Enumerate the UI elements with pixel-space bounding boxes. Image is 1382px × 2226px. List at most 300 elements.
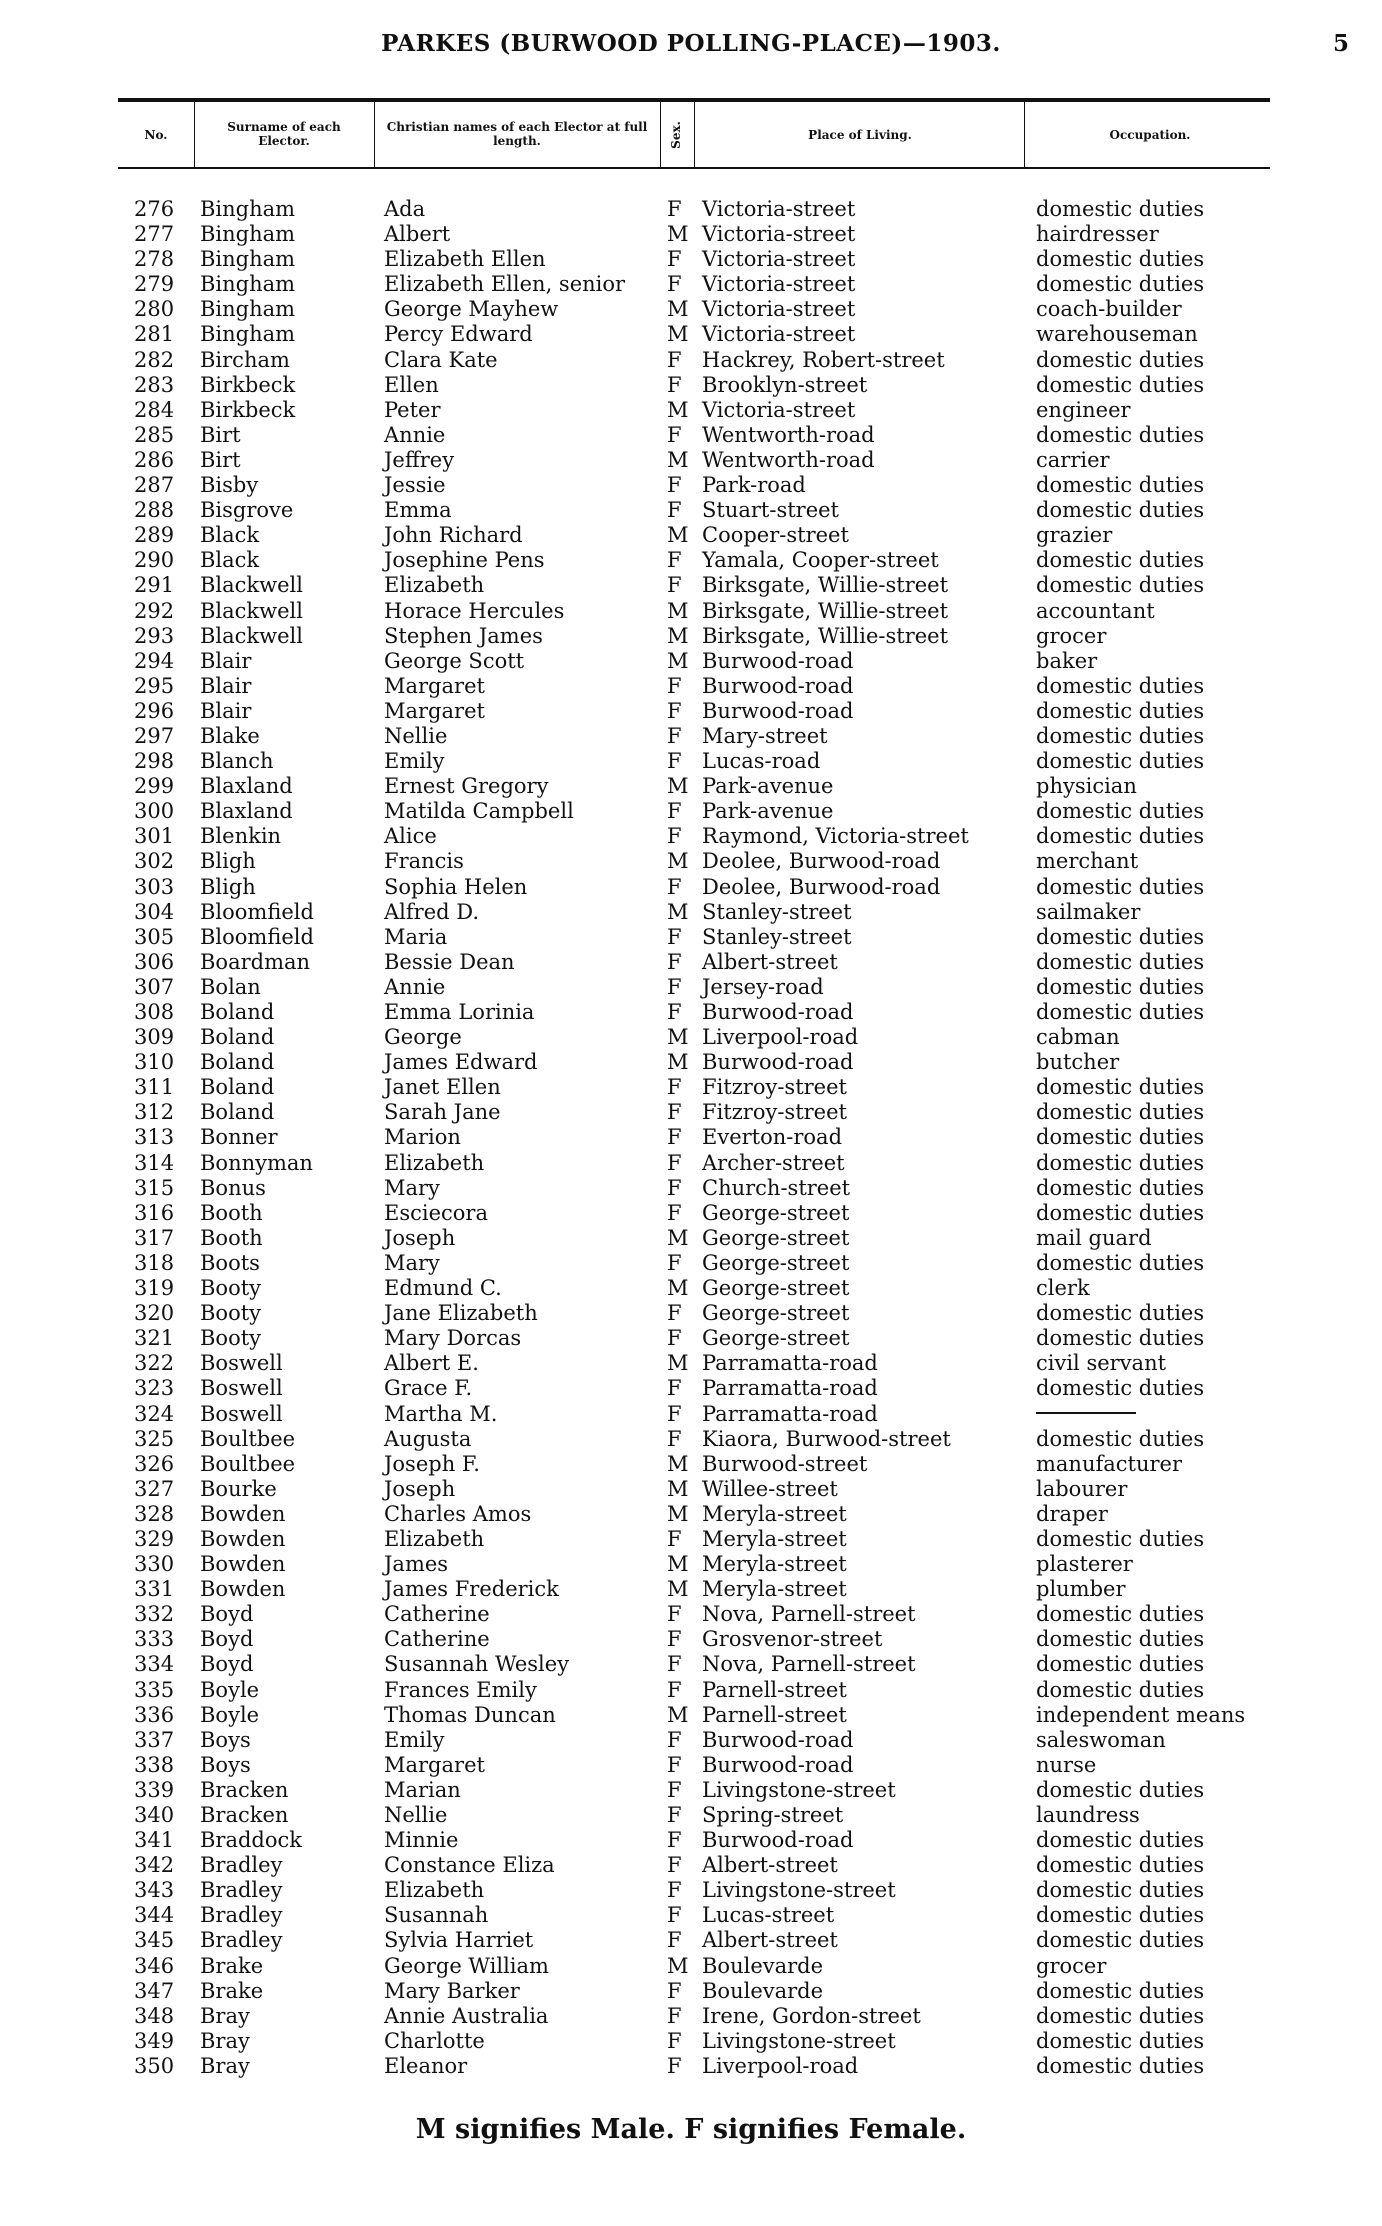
table-row [0, 523, 1382, 548]
cell-no: 280 [134, 297, 175, 322]
cell-surname: Boyd [200, 1652, 254, 1677]
cell-no: 317 [134, 1225, 175, 1250]
cell-sex: F [667, 1075, 682, 1100]
cell-place: Cooper-street [702, 523, 849, 548]
cell-occupation: domestic duties [1036, 1928, 1205, 1953]
cell-christian: Joseph F. [384, 1451, 480, 1476]
table-row [0, 1477, 1382, 1502]
table-row [0, 599, 1382, 624]
cell-place: Stanley-street [702, 924, 852, 949]
cell-christian: Minnie [384, 1828, 459, 1853]
cell-place: Victoria-street [702, 397, 856, 422]
cell-place: Burwood-road [702, 1727, 854, 1752]
cell-place: George-street [702, 1200, 850, 1225]
cell-surname: Boland [200, 1000, 275, 1024]
cell-sex: F [667, 1803, 682, 1827]
cell-christian: Annie [384, 974, 446, 999]
cell-place: Mary-street [702, 723, 828, 748]
cell-christian: Grace F. [384, 1376, 473, 1401]
cell-christian: Horace Hercules [384, 598, 565, 623]
cell-surname: Bonnyman [200, 1150, 313, 1175]
cell-no: 337 [134, 1727, 175, 1752]
cell-occupation: carrier [1036, 447, 1110, 472]
table-row [0, 875, 1382, 900]
cell-surname: Blair [200, 698, 252, 723]
cell-christian: Elizabeth Ellen [384, 247, 546, 272]
cell-no: 309 [134, 1025, 175, 1050]
cell-christian: Jessie [384, 473, 446, 498]
cell-place: Wentworth-road [702, 422, 875, 447]
cell-no: 288 [134, 498, 175, 523]
cell-sex: F [667, 1125, 682, 1150]
cell-no: 302 [134, 849, 175, 874]
cell-sex: F [667, 1150, 682, 1175]
cell-occupation: domestic duties [1036, 1100, 1205, 1125]
cell-occupation: domestic duties [1036, 673, 1205, 698]
cell-surname: Boyle [200, 1677, 260, 1702]
cell-surname: Bonus [200, 1175, 266, 1200]
table-row [0, 749, 1382, 774]
cell-surname: Blackwell [200, 623, 303, 648]
cell-place: Meryla-street [702, 1526, 847, 1551]
cell-occupation: domestic duties [1036, 1326, 1205, 1351]
cell-christian: Annie Australia [384, 2003, 549, 2028]
cell-occupation: domestic duties [1036, 573, 1205, 598]
table-row [0, 322, 1382, 347]
cell-no: 281 [134, 322, 175, 347]
cell-place: Park-avenue [702, 774, 834, 799]
cell-no: 339 [134, 1777, 175, 1802]
column-separator [1024, 102, 1025, 167]
cell-surname: Booty [200, 1326, 262, 1351]
cell-sex: F [667, 698, 682, 723]
cell-no: 287 [134, 473, 175, 498]
cell-no: 320 [134, 1301, 175, 1326]
cell-christian: Charlotte [384, 2028, 485, 2053]
table-row [0, 1803, 1382, 1828]
cell-sex: F [667, 824, 682, 849]
cell-place: Boulevarde [702, 1978, 824, 2003]
cell-place: Parramatta-road [702, 1351, 878, 1376]
cell-surname: Boyd [200, 1627, 254, 1652]
cell-sex: F [667, 1777, 682, 1802]
cell-occupation: domestic duties [1036, 1652, 1205, 1677]
cell-no: 335 [134, 1677, 175, 1702]
column-separator [374, 102, 375, 167]
cell-christian: Esciecora [384, 1200, 488, 1225]
cell-surname: Birkbeck [200, 372, 296, 397]
cell-sex: M [667, 1953, 689, 1978]
cell-surname: Boswell [200, 1376, 283, 1401]
cell-surname: Bray [200, 2053, 250, 2078]
cell-no: 310 [134, 1050, 175, 1075]
cell-sex: F [667, 949, 682, 974]
cell-occupation: plumber [1036, 1577, 1126, 1602]
cell-place: Victoria-street [702, 322, 856, 347]
cell-no: 348 [134, 2003, 175, 2028]
cell-place: Brooklyn-street [702, 372, 868, 397]
cell-occupation: domestic duties [1036, 1777, 1205, 1802]
table-row [0, 799, 1382, 824]
cell-surname: Bradley [200, 1903, 283, 1928]
cell-place: George-street [702, 1326, 850, 1351]
cell-christian: Augusta [384, 1426, 472, 1451]
cell-occupation: domestic duties [1036, 1075, 1205, 1100]
cell-place: Victoria-street [702, 222, 856, 247]
cell-christian: James Edward [384, 1050, 538, 1075]
cell-sex: F [667, 247, 682, 272]
cell-no: 295 [134, 673, 175, 698]
table-row [0, 849, 1382, 874]
table-row [0, 925, 1382, 950]
cell-sex: M [667, 1552, 689, 1577]
cell-surname: Boland [200, 1050, 275, 1075]
table-row [0, 900, 1382, 925]
table-row [0, 1226, 1382, 1251]
cell-sex: M [667, 1577, 689, 1602]
table-row [0, 423, 1382, 448]
cell-sex: M [667, 1225, 689, 1250]
cell-christian: Stephen James [384, 623, 543, 648]
table-row [0, 1427, 1382, 1452]
cell-christian: Emma Lorinia [384, 1000, 535, 1024]
cell-occupation: warehouseman [1036, 322, 1198, 347]
cell-no: 291 [134, 573, 175, 598]
table-row [0, 1577, 1382, 1602]
cell-christian: Elizabeth Ellen, senior [384, 272, 626, 297]
cell-sex: F [667, 2003, 682, 2028]
cell-sex: F [667, 1000, 682, 1024]
cell-surname: Boland [200, 1025, 275, 1050]
cell-surname: Boots [200, 1250, 260, 1275]
cell-surname: Bracken [200, 1803, 289, 1827]
cell-christian: George William [384, 1953, 549, 1978]
cell-christian: Nellie [384, 723, 448, 748]
cell-sex: F [667, 1250, 682, 1275]
cell-occupation: merchant [1036, 849, 1139, 874]
cell-place: Meryla-street [702, 1501, 847, 1526]
cell-surname: Bircham [200, 347, 290, 372]
table-row [0, 1176, 1382, 1201]
cell-sex: M [667, 623, 689, 648]
cell-sex: F [667, 1326, 682, 1351]
cell-no: 282 [134, 347, 175, 372]
cell-surname: Bracken [200, 1777, 289, 1802]
cell-no: 338 [134, 1752, 175, 1777]
cell-no: 279 [134, 272, 175, 297]
cell-place: Spring-street [702, 1803, 844, 1827]
cell-christian: Emma [384, 498, 452, 523]
cell-surname: Blenkin [200, 824, 282, 849]
cell-occupation: manufacturer [1036, 1451, 1183, 1476]
cell-sex: F [667, 473, 682, 498]
cell-surname: Booty [200, 1276, 262, 1301]
cell-place: Victoria-street [702, 247, 856, 272]
cell-occupation: clerk [1036, 1276, 1090, 1301]
cell-surname: Bonner [200, 1125, 278, 1150]
table-row [0, 1050, 1382, 1075]
cell-sex: F [667, 422, 682, 447]
cell-no: 305 [134, 924, 175, 949]
cell-occupation: engineer [1036, 397, 1131, 422]
cell-occupation: domestic duties [1036, 548, 1205, 573]
cell-place: Victoria-street [702, 272, 856, 297]
cell-place: Birksgate, Willie-street [702, 573, 949, 598]
cell-surname: Bloomfield [200, 899, 314, 924]
table-row [0, 1326, 1382, 1351]
table-row [0, 1376, 1382, 1401]
cell-place: Parramatta-road [702, 1376, 878, 1401]
cell-no: 276 [134, 197, 175, 221]
cell-occupation: domestic duties [1036, 473, 1205, 498]
table-row [0, 774, 1382, 799]
cell-no: 296 [134, 698, 175, 723]
cell-occupation: domestic duties [1036, 1175, 1205, 1200]
cell-no: 321 [134, 1326, 175, 1351]
cell-place: Burwood-road [702, 1752, 854, 1777]
cell-surname: Blaxland [200, 774, 293, 799]
cell-no: 322 [134, 1351, 175, 1376]
cell-christian: Sylvia Harriet [384, 1928, 534, 1953]
cell-no: 301 [134, 824, 175, 849]
cell-occupation [1036, 1402, 1136, 1427]
cell-christian: Mary Dorcas [384, 1326, 522, 1351]
cell-place: Burwood-road [702, 648, 854, 673]
cell-sex: F [667, 1978, 682, 2003]
cell-occupation: domestic duties [1036, 1677, 1205, 1702]
cell-no: 307 [134, 974, 175, 999]
table-row [0, 624, 1382, 649]
cell-christian: Maria [384, 924, 448, 949]
column-header-sex-label: Sex. [668, 121, 683, 149]
table-row [0, 448, 1382, 473]
table-row [0, 2029, 1382, 2054]
cell-sex: M [667, 222, 689, 247]
cell-surname: Blair [200, 673, 252, 698]
cell-occupation: domestic duties [1036, 1602, 1205, 1627]
cell-surname: Bourke [200, 1476, 277, 1501]
table-row [0, 1276, 1382, 1301]
cell-sex: F [667, 799, 682, 824]
cell-no: 346 [134, 1953, 175, 1978]
cell-sex: F [667, 498, 682, 523]
cell-sex: M [667, 1702, 689, 1727]
cell-occupation: grazier [1036, 523, 1113, 548]
cell-place: Lucas-road [702, 749, 821, 774]
cell-no: 289 [134, 523, 175, 548]
cell-no: 312 [134, 1100, 175, 1125]
cell-surname: Boys [200, 1752, 251, 1777]
cell-christian: Elizabeth [384, 1150, 485, 1175]
table-row [0, 674, 1382, 699]
table-row [0, 1753, 1382, 1778]
table-row [0, 222, 1382, 247]
cell-occupation: domestic duties [1036, 1978, 1205, 2003]
header-rule-bottom [118, 167, 1270, 169]
cell-christian: Joseph [384, 1476, 456, 1501]
cell-sex: F [667, 548, 682, 573]
table-row [0, 373, 1382, 398]
table-row [0, 1828, 1382, 1853]
cell-occupation: independent means [1036, 1702, 1246, 1727]
cell-no: 330 [134, 1552, 175, 1577]
cell-christian: Janet Ellen [384, 1075, 501, 1100]
cell-occupation: plasterer [1036, 1552, 1133, 1577]
table-row [0, 1703, 1382, 1728]
cell-christian: Ernest Gregory [384, 774, 549, 799]
cell-christian: Elizabeth [384, 1526, 485, 1551]
cell-christian: Martha M. [384, 1401, 498, 1426]
cell-christian: Annie [384, 422, 446, 447]
table-row [0, 1502, 1382, 1527]
cell-no: 318 [134, 1250, 175, 1275]
table-row [0, 649, 1382, 674]
cell-occupation: domestic duties [1036, 197, 1205, 221]
cell-sex: F [667, 1652, 682, 1677]
table-row [0, 272, 1382, 297]
cell-christian: Marion [384, 1125, 461, 1150]
cell-place: Burwood-road [702, 1828, 854, 1853]
cell-place: Meryla-street [702, 1577, 847, 1602]
cell-surname: Blackwell [200, 598, 303, 623]
cell-christian: Emily [384, 1727, 445, 1752]
cell-occupation: domestic duties [1036, 347, 1205, 372]
cell-place: Victoria-street [702, 297, 856, 322]
table-row [0, 2004, 1382, 2029]
cell-occupation: saleswoman [1036, 1727, 1166, 1752]
cell-sex: F [667, 1627, 682, 1652]
cell-christian: Mary Barker [384, 1978, 520, 2003]
cell-place: Irene, Gordon-street [702, 2003, 921, 2028]
cell-occupation: domestic duties [1036, 272, 1205, 297]
cell-sex: F [667, 2028, 682, 2053]
cell-surname: Bradley [200, 1928, 283, 1953]
cell-christian: Emily [384, 749, 445, 774]
cell-no: 345 [134, 1928, 175, 1953]
table-row [0, 1075, 1382, 1100]
cell-no: 344 [134, 1903, 175, 1928]
table-row [0, 1878, 1382, 1903]
cell-no: 278 [134, 247, 175, 272]
table-row [0, 1928, 1382, 1953]
cell-surname: Boys [200, 1727, 251, 1752]
cell-occupation: domestic duties [1036, 1000, 1205, 1024]
cell-sex: M [667, 1050, 689, 1075]
cell-no: 319 [134, 1276, 175, 1301]
cell-sex: F [667, 347, 682, 372]
cell-occupation: cabman [1036, 1025, 1120, 1050]
cell-christian: Susannah Wesley [384, 1652, 570, 1677]
cell-sex: F [667, 573, 682, 598]
cell-no: 315 [134, 1175, 175, 1200]
table-row [0, 1251, 1382, 1276]
cell-place: Park-road [702, 473, 806, 498]
cell-place: Livingstone-street [702, 1878, 896, 1903]
cell-christian: Constance Eliza [384, 1853, 555, 1878]
cell-occupation: domestic duties [1036, 2053, 1205, 2078]
cell-christian: Jeffrey [384, 447, 455, 472]
cell-occupation: domestic duties [1036, 1200, 1205, 1225]
cell-surname: Boultbee [200, 1426, 296, 1451]
cell-surname: Bray [200, 2028, 250, 2053]
cell-sex: M [667, 598, 689, 623]
cell-sex: F [667, 1602, 682, 1627]
cell-surname: Boultbee [200, 1451, 296, 1476]
cell-occupation: baker [1036, 648, 1098, 673]
cell-surname: Bligh [200, 874, 256, 899]
cell-sex: F [667, 1828, 682, 1853]
cell-place: Stanley-street [702, 899, 852, 924]
cell-christian: Percy Edward [384, 322, 533, 347]
cell-sex: M [667, 648, 689, 673]
cell-surname: Boland [200, 1075, 275, 1100]
cell-no: 303 [134, 874, 175, 899]
cell-place: Burwood-road [702, 673, 854, 698]
cell-christian: John Richard [384, 523, 523, 548]
table-row [0, 1627, 1382, 1652]
cell-sex: F [667, 1677, 682, 1702]
cell-surname: Blair [200, 648, 252, 673]
cell-sex: F [667, 1200, 682, 1225]
cell-surname: Bligh [200, 849, 256, 874]
cell-sex: M [667, 322, 689, 347]
table-row [0, 1100, 1382, 1125]
cell-place: Stuart-street [702, 498, 839, 523]
cell-occupation: domestic duties [1036, 824, 1205, 849]
table-row [0, 1903, 1382, 1928]
table-row [0, 1025, 1382, 1050]
electors-list [0, 197, 1382, 2079]
cell-occupation: domestic duties [1036, 1878, 1205, 1903]
cell-christian: Margaret [384, 673, 485, 698]
cell-christian: Charles Amos [384, 1501, 532, 1526]
cell-sex: F [667, 1175, 682, 1200]
cell-sex: M [667, 1476, 689, 1501]
cell-no: 297 [134, 723, 175, 748]
table-row [0, 824, 1382, 849]
cell-no: 299 [134, 774, 175, 799]
cell-sex: M [667, 1276, 689, 1301]
cell-no: 349 [134, 2028, 175, 2053]
cell-occupation: domestic duties [1036, 1376, 1205, 1401]
table-row [0, 1652, 1382, 1677]
cell-surname: Bradley [200, 1853, 283, 1878]
cell-christian: Edmund C. [384, 1276, 502, 1301]
cell-occupation: draper [1036, 1501, 1108, 1526]
cell-occupation: domestic duties [1036, 1250, 1205, 1275]
cell-no: 293 [134, 623, 175, 648]
cell-place: Park-avenue [702, 799, 834, 824]
cell-surname: Booth [200, 1200, 263, 1225]
cell-no: 327 [134, 1476, 175, 1501]
table-row [0, 1201, 1382, 1226]
cell-no: 304 [134, 899, 175, 924]
cell-sex: F [667, 1301, 682, 1326]
cell-christian: Marian [384, 1777, 461, 1802]
cell-christian: Francis [384, 849, 464, 874]
cell-place: Burwood-road [702, 698, 854, 723]
cell-place: Liverpool-road [702, 2053, 859, 2078]
cell-occupation: nurse [1036, 1752, 1097, 1777]
table-row [0, 1452, 1382, 1477]
cell-christian: George [384, 1025, 462, 1050]
cell-occupation: domestic duties [1036, 1301, 1205, 1326]
cell-christian: Catherine [384, 1602, 490, 1627]
cell-occupation: accountant [1036, 598, 1155, 623]
cell-no: 323 [134, 1376, 175, 1401]
cell-occupation: domestic duties [1036, 1627, 1205, 1652]
table-row [0, 1402, 1382, 1427]
